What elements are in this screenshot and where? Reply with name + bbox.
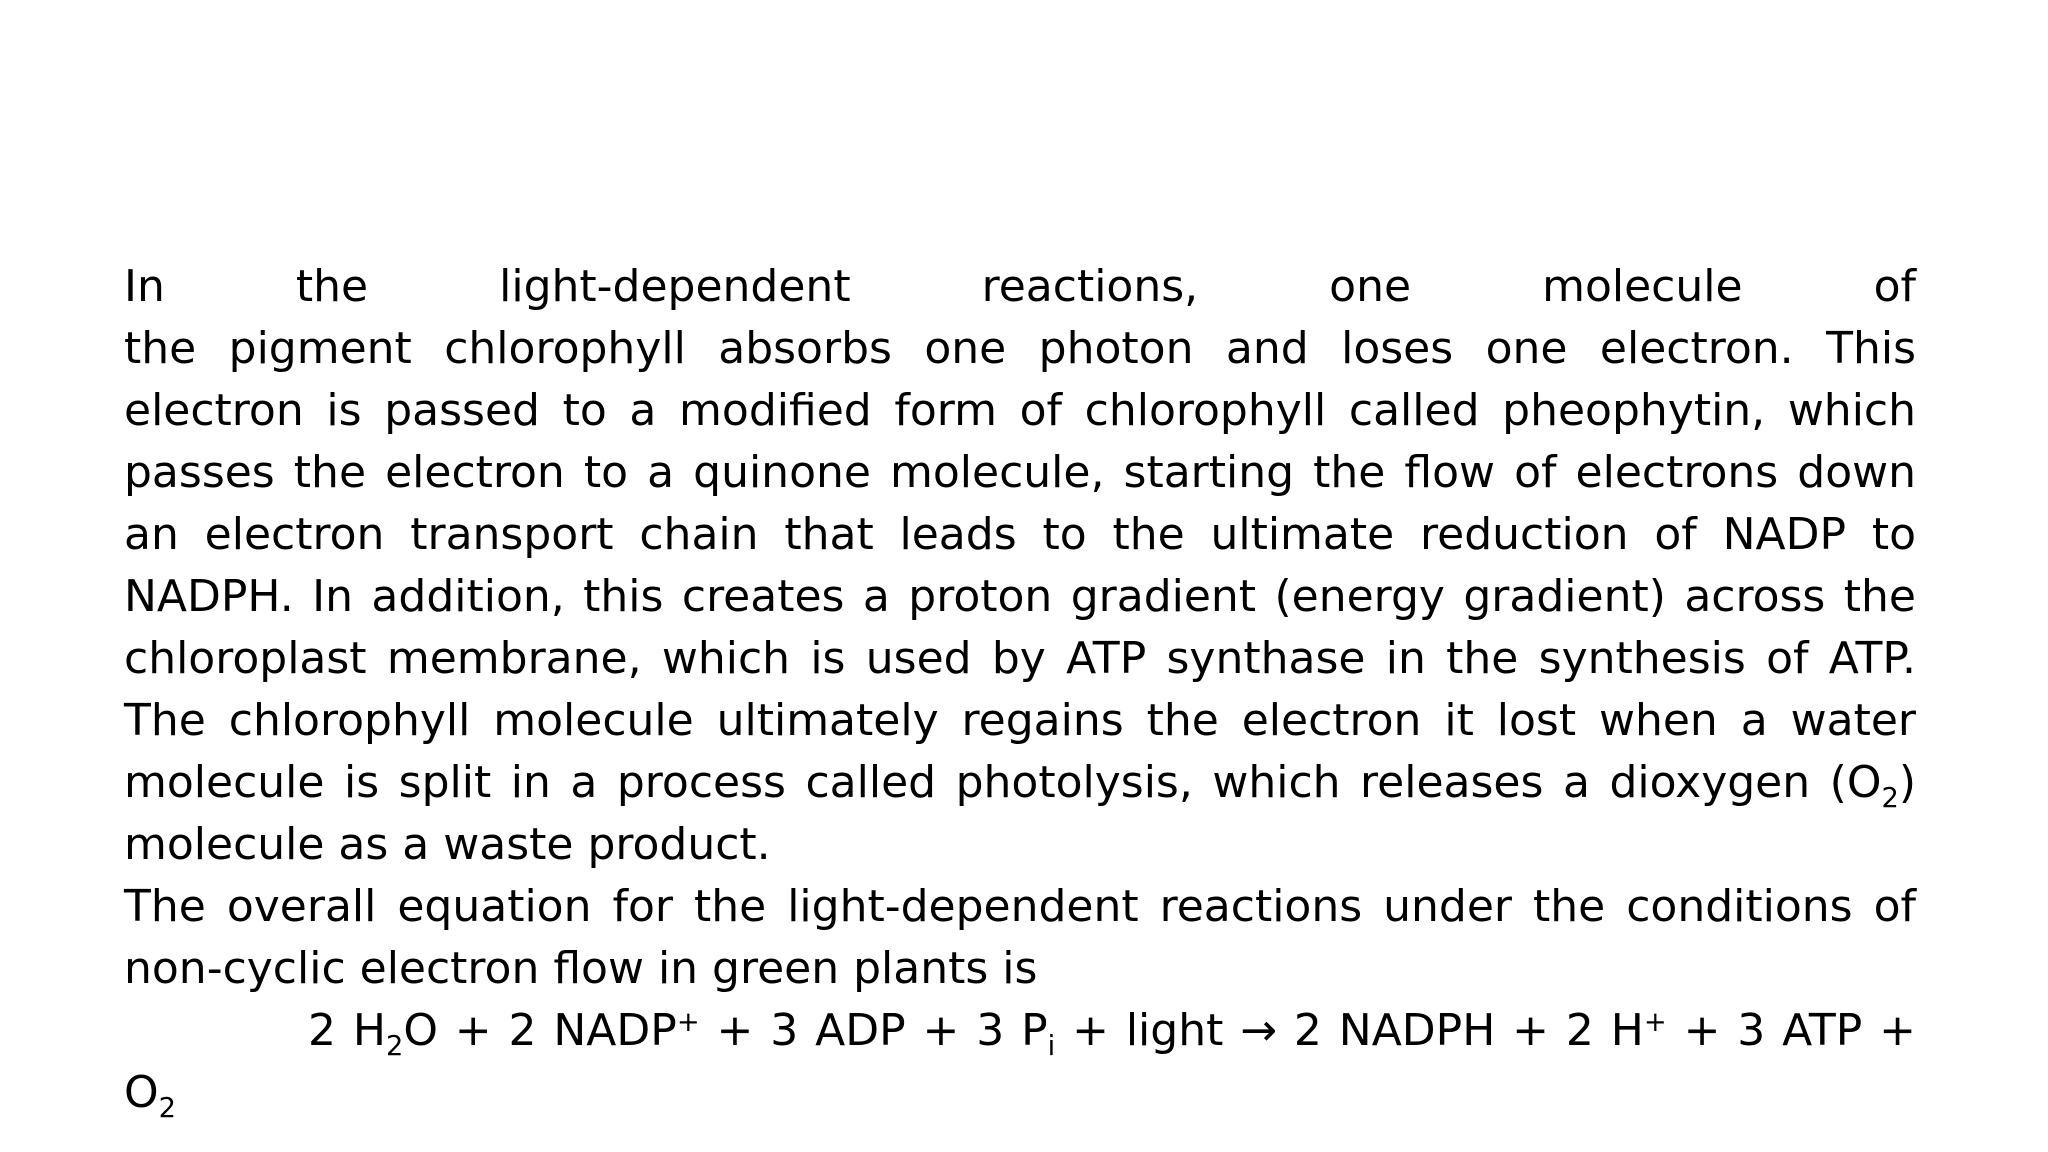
paragraph-end: ) molecule as a waste product. xyxy=(124,757,1916,870)
equation-part: 2 H xyxy=(308,1005,386,1056)
equation-part: + 3 ADP + 3 P xyxy=(699,1005,1048,1056)
subscript: i xyxy=(1047,1030,1056,1062)
equation-part: O + 2 NADP xyxy=(403,1005,677,1056)
paragraph-body: the pigment chlorophyll absorbs one photon and loses one electron. This electron is passed to a modified form of chlorophyll called pheophytin, which passes the electron to a quinone molecule, starting the flow of electrons down an electron transport chain that leads to the ultimate reduction of NADP to NADPH. In addition, this creates a proton gradient (energy gradient) across the chloroplast membrane, which is used by ATP synthase in the synthesis of ATP. The chlorophyll molecule ultimately regains the electron it lost when a water molecule is split in a process called photolysis, which releases a dioxygen (O xyxy=(124,323,1916,808)
subscript: 2 xyxy=(1881,782,1899,814)
chemical-equation xyxy=(124,1000,1916,1124)
paragraph-light-reactions xyxy=(124,256,1916,876)
body-text xyxy=(124,256,1916,1124)
superscript: + xyxy=(1643,1007,1667,1039)
subscript: 2 xyxy=(158,1092,176,1124)
superscript: + xyxy=(676,1007,700,1039)
paragraph-first-line: In the light-dependent reactions, one molecule of xyxy=(124,261,1916,312)
subscript: 2 xyxy=(385,1030,404,1062)
equation-part: + light → 2 NADPH + 2 H xyxy=(1055,1005,1644,1056)
equation-part: + 3 ATP + O xyxy=(124,1005,1916,1118)
paragraph-overall-equation-intro: The overall equation for the light-dependent reactions under the conditions of non-cyclic electron flow in green plants is xyxy=(124,881,1916,994)
